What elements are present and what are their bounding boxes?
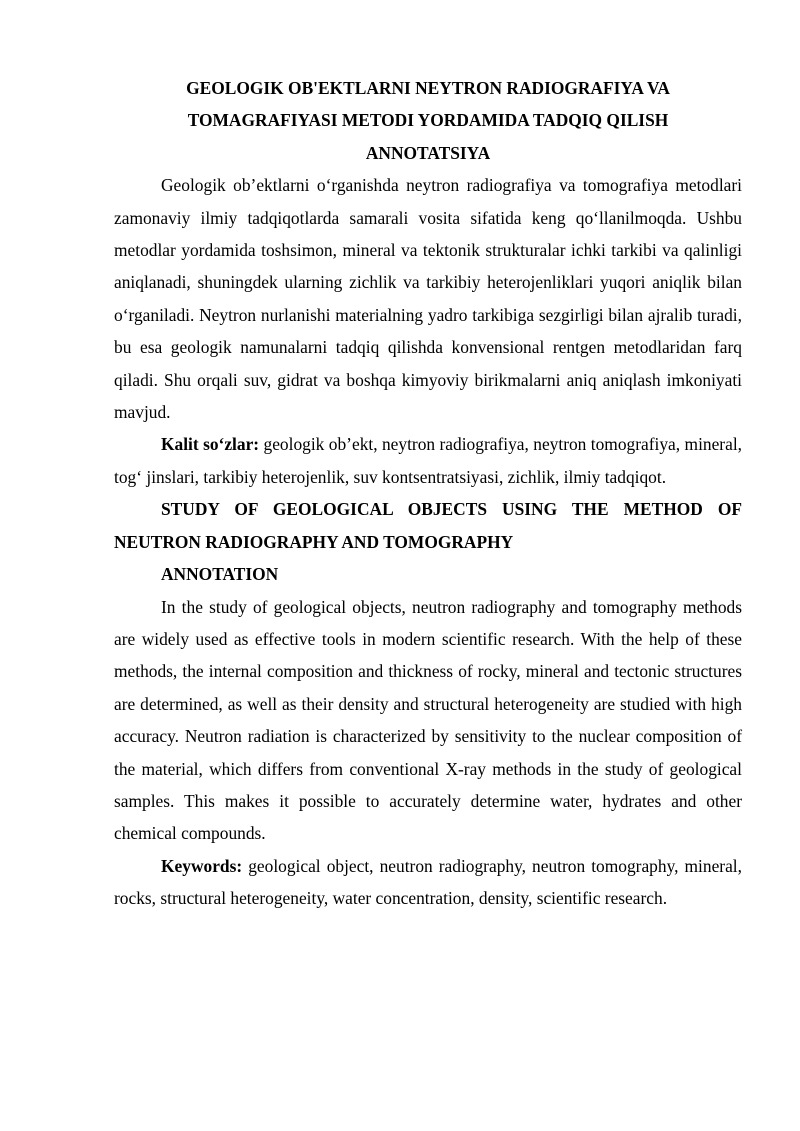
uz-annotation-heading: ANNOTATSIYA xyxy=(365,142,491,163)
en-title: STUDY OF GEOLOGICAL OBJECTS USING THE METHOD OF NEUTRON RADIOGRAPHY AND TOMOGRAPHY xyxy=(114,499,742,552)
uz-title-line-1: GEOLOGIK OB'EKTLARNI NEYTRON RADIOGRAFIYA VA xyxy=(186,78,670,98)
en-keywords-label: Keywords: xyxy=(161,855,243,876)
en-annotation-text: In the study of geological objects, neutron radiography and tomography methods are widely used as effective tools in modern scientific research. With the help of these methods, the internal composition and thickness of rocky, mineral and tectonic structures are determined, as well as their density and structural heterogeneity are studied with high accuracy. Neutron radiation is characterized by sensitivity to the nuclear composition of the material, which differs from conventional X-ray methods in the study of geological samples. This makes it possible to accurately determine water, hydrates and other chemical compounds. xyxy=(114,596,742,844)
uz-keywords xyxy=(114,428,742,493)
en-annotation-heading: ANNOTATION xyxy=(161,564,279,585)
uz-keywords-label: Kalit so‘zlar: xyxy=(161,434,260,455)
document-page xyxy=(114,72,742,915)
en-keywords xyxy=(114,850,742,915)
uz-annotation-text: Geologik ob’ektlarni o‘rganishda neytron radiografiya va tomografiya metodlari zamonaviy ilmiy tadqiqotlarda samarali vosita sifatida keng qo‘llanilmoqda. Ushbu metodlar yordamida toshsimon, mineral va tektonik strukturalar ichki tarkibi va qalinligi aniqlanadi, shuningdek ularning zichlik va tarkibiy heterojenliklari yuqori aniqlik bilan o‘rganiladi. Neytron nurlanishi materialning yadro tarkibiga sezgirligi bilan ajralib turadi, bu esa geologik namunalarni tadqiq qilishda konvensional rentgen metodlaridan farq qiladi. Shu orqali suv, gidrat va boshqa kimyoviy birikmalarni aniq aniqlash imkoniyati mavjud. xyxy=(114,175,742,423)
en-keywords-text: geological object, neutron radiography, neutron tomography, mineral, rocks, structural heterogeneity, water concentration, density, scientific research. xyxy=(114,855,742,909)
uz-keywords-text: geologik ob’ekt, neytron radiografiya, neytron tomografiya, mineral, tog‘ jinslari, tarkibiy heterojenlik, suv kontsentratsiyasi, zichlik, ilmiy tadqiqot. xyxy=(114,434,742,487)
uz-title-line-2: TOMAGRAFIYASI METODI YORDAMIDA TADQIQ QILISH xyxy=(187,110,669,131)
